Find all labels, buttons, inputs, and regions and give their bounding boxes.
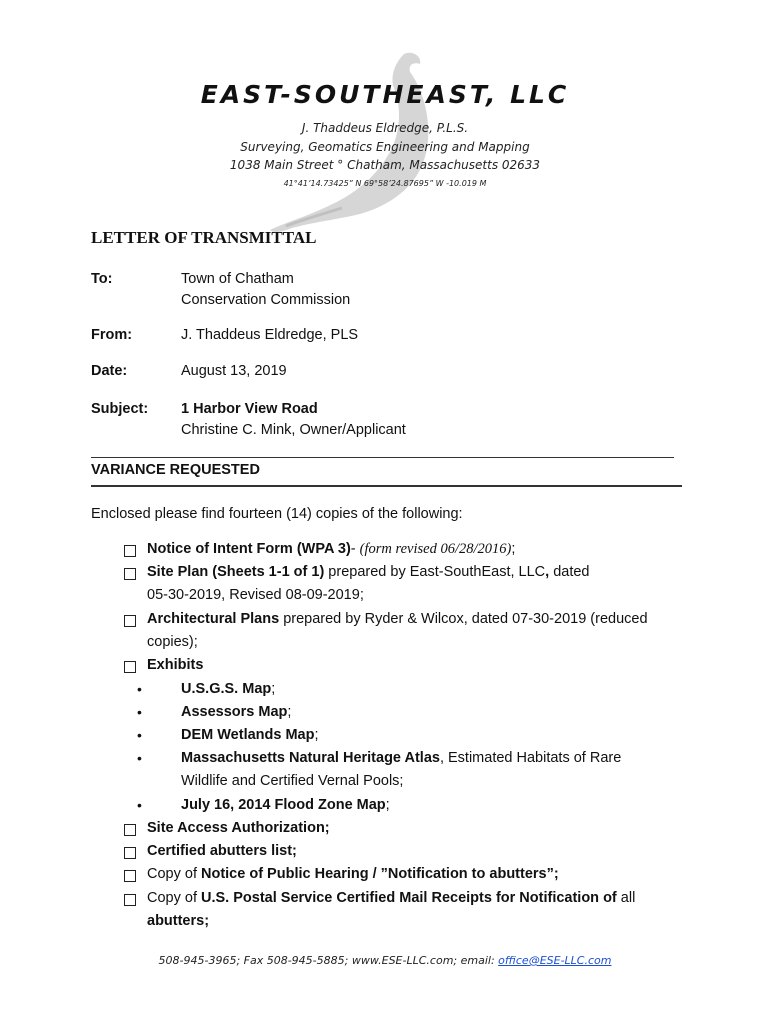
bullet: • xyxy=(137,750,142,766)
subject-line-1: 1 Harbor View Road xyxy=(181,401,318,417)
checkbox-nio[interactable] xyxy=(124,545,136,557)
from-value: J. Thaddeus Eldredge, PLS xyxy=(181,327,359,343)
checkbox-site-access[interactable] xyxy=(124,824,136,836)
exhibit-assessors-map: Assessors Map; xyxy=(181,704,292,720)
checkbox-site-plan[interactable] xyxy=(124,568,136,580)
checkbox-abutters-list[interactable] xyxy=(124,847,136,859)
checkbox-public-hearing[interactable] xyxy=(124,870,136,882)
to-line-2: Conservation Commission xyxy=(181,292,351,308)
item-site-plan: Site Plan (Sheets 1-1 of 1) prepared by East-SouthEast, LLC, dated xyxy=(147,564,590,580)
bullet: • xyxy=(137,681,142,697)
exhibit-usgs-map: U.S.G.S. Map; xyxy=(181,681,276,697)
item-public-hearing: Copy of Notice of Public Hearing / ”Notification to abutters”; xyxy=(147,866,559,882)
to-line-1: Town of Chatham xyxy=(181,271,294,287)
date-value: August 13, 2019 xyxy=(181,363,287,379)
item-site-access: Site Access Authorization; xyxy=(147,820,330,836)
checkbox-exhibits[interactable] xyxy=(124,661,136,673)
exhibit-flood-zone-map: July 16, 2014 Flood Zone Map; xyxy=(181,797,390,813)
divider-bottom xyxy=(91,485,682,487)
subject-label: Subject: xyxy=(91,401,149,417)
exhibit-heritage-atlas: Massachusetts Natural Heritage Atlas, Estimated Habitats of Rare xyxy=(181,750,622,766)
footer-contact: 508-945-3965; Fax 508-945-5885; www.ESE-LLC.com; email: office@ESE-LLC.com xyxy=(158,954,612,967)
to-label: To: xyxy=(91,271,113,287)
item-architectural-plans: Architectural Plans prepared by Ryder & Wilcox, dated 07-30-2019 (reduced xyxy=(147,611,648,627)
date-label: Date: xyxy=(91,363,128,379)
intro-text: Enclosed please find fourteen (14) copies of the following: xyxy=(91,506,463,522)
item-abutters-list: Certified abutters list; xyxy=(147,843,297,859)
company-coordinates: 41°41’14.73425” N 69°58’24.87695” W -10.019 M xyxy=(283,179,487,188)
document-title: LETTER OF TRANSMITTAL xyxy=(91,228,317,247)
subject-line-2: Christine C. Mink, Owner/Applicant xyxy=(181,422,406,438)
bullet: • xyxy=(137,704,142,720)
exhibit-dem-wetlands-map: DEM Wetlands Map; xyxy=(181,727,319,743)
item-architectural-line-2: copies); xyxy=(147,634,198,650)
bullet: • xyxy=(137,727,142,743)
item-notice-of-intent: Notice of Intent Form (WPA 3)- (form revised 06/28/2016); xyxy=(147,541,516,557)
variance-heading: VARIANCE REQUESTED xyxy=(91,462,260,478)
exhibit-heritage-atlas-line-2: Wildlife and Certified Vernal Pools; xyxy=(181,773,404,789)
item-mail-receipts: Copy of U.S. Postal Service Certified Mail Receipts for Notification of all xyxy=(147,890,636,906)
from-label: From: xyxy=(91,327,133,343)
checkbox-mail-receipts[interactable] xyxy=(124,894,136,906)
checkbox-architectural[interactable] xyxy=(124,615,136,627)
divider-top xyxy=(91,457,674,458)
surveyor-name: J. Thaddeus Eldredge, P.L.S. xyxy=(301,121,469,135)
item-mail-receipts-line-2: abutters; xyxy=(147,913,210,929)
item-site-plan-line-2: 05-30-2019, Revised 08-09-2019; xyxy=(147,587,364,603)
company-name: EAST-SOUTHEAST, LLC xyxy=(200,80,570,109)
company-services: Surveying, Geomatics Engineering and Mapping xyxy=(240,140,530,154)
email-link[interactable]: office@ESE-LLC.com xyxy=(498,954,612,967)
item-exhibits: Exhibits xyxy=(147,657,204,673)
bullet: • xyxy=(137,797,142,813)
company-address: 1038 Main Street ° Chatham, Massachusetts 02633 xyxy=(229,158,541,172)
